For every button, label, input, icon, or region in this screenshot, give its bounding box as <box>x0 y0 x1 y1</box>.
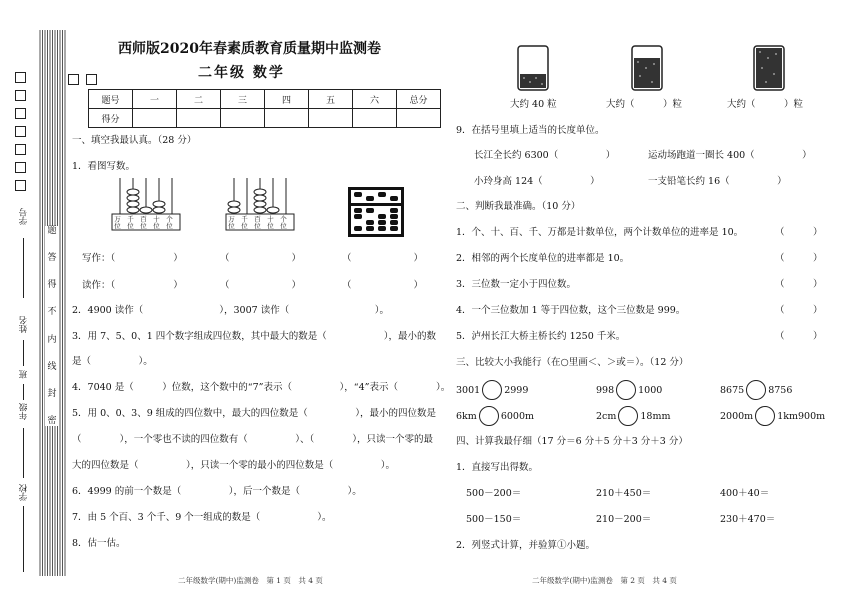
judge-4: 4．一个三位数加 1 等于四位数，这个三位数是 999。 <box>456 305 686 316</box>
score-cell[interactable] <box>177 109 221 128</box>
compare-right: 8756 <box>768 384 793 396</box>
seal-char: 内 <box>47 334 57 345</box>
jar-1-icon <box>516 44 550 92</box>
field-line <box>23 506 24 572</box>
question-5-line-2: （ ），一个零也不读的四位数有（ ）、（ ），只读一个零的最 <box>72 434 434 445</box>
compare-left: 6km <box>456 410 477 422</box>
question-9: 9．在括号里填上适当的长度单位。 <box>456 125 605 136</box>
place-sub: 位 <box>267 222 274 230</box>
question-8: 8．估一估。 <box>72 538 126 549</box>
compare-3 <box>720 380 792 400</box>
judge-1: 1．个、十、百、千、万都是计数单位，两个计数单位的进率是 10。 <box>456 227 744 238</box>
table-cell: 三 <box>221 90 265 109</box>
section-3-heading: 三、比较大小我能行（在○里画＜、＞或＝）。（12 分） <box>456 357 689 368</box>
read-label: 读作：（ ） <box>82 280 183 291</box>
place-label: 千 <box>127 215 134 223</box>
id-box[interactable] <box>15 72 26 83</box>
question-5-line-3: 大的四位数是（ ），只读一个零的最小的四位数是（ ）。 <box>72 460 396 471</box>
traditional-abacus-icon <box>347 186 405 238</box>
table-row <box>89 109 441 128</box>
abacus-2-labels <box>227 216 288 230</box>
calc-part-2: 2．列竖式计算，并验算①小题。 <box>456 540 596 551</box>
calc-item-4: 500－150＝ <box>466 514 522 525</box>
table-cell: 一 <box>133 90 177 109</box>
section-2-heading: 二、判断我最准确。（10 分） <box>456 201 581 212</box>
field-grade: 年级 <box>19 403 29 420</box>
compare-left: 2000m <box>720 410 754 422</box>
jar-3-icon <box>752 44 786 92</box>
table-cell: 五 <box>309 90 353 109</box>
compare-right: 1000 <box>638 384 663 396</box>
compare-left: 2cm <box>596 410 617 422</box>
q9-item-2: 运动场跑道一圈长 400（ ） <box>648 150 812 161</box>
compare-right: 6000m <box>500 410 534 422</box>
binding-strip <box>38 30 66 576</box>
compare-circle[interactable] <box>755 406 775 426</box>
compare-circle[interactable] <box>479 406 499 426</box>
calc-part-1: 1．直接写出得数。 <box>456 462 539 473</box>
question-6: 6．4999 的前一个数是（ ），后一个数是（ ）。 <box>72 486 362 497</box>
write-blank-3[interactable]: （ ） <box>342 253 424 264</box>
field-class: 班 <box>19 370 29 379</box>
question-1: 1．看图写数。 <box>72 161 136 172</box>
jar-2-icon <box>630 44 664 92</box>
page-footer-1: 二年级数学(期中)监测卷 第 1 页 共 4 页 <box>178 576 323 585</box>
score-cell[interactable] <box>221 109 265 128</box>
calc-item-5: 210－200＝ <box>596 514 652 525</box>
score-cell[interactable] <box>353 109 397 128</box>
table-cell: 总分 <box>397 90 441 109</box>
judge-2: 2．相邻的两个长度单位的进率都是 10。 <box>456 253 630 264</box>
compare-circle[interactable] <box>482 380 502 400</box>
write-blank-2[interactable]: （ ） <box>220 253 302 264</box>
seal-char: 得 <box>47 280 57 291</box>
place-label: 万 <box>228 215 235 223</box>
jar-2-label: 大约（ ）粒 <box>606 99 683 110</box>
compare-circle[interactable] <box>746 380 766 400</box>
score-table <box>88 89 441 128</box>
small-box <box>86 74 97 85</box>
judge-3-answer[interactable]: （ ） <box>775 279 823 290</box>
id-box[interactable] <box>15 180 26 191</box>
compare-4 <box>456 406 534 426</box>
judge-1-answer[interactable]: （ ） <box>775 227 823 238</box>
place-sub: 位 <box>228 222 235 230</box>
seal-text-column <box>45 226 59 426</box>
table-cell: 得分 <box>89 109 133 128</box>
place-label: 十 <box>267 215 274 223</box>
place-label: 十 <box>153 215 160 223</box>
question-4: 4．7040 是（ ）位数，这个数中的“7”表示（ ），“4”表示（ ）。 <box>72 382 451 393</box>
judge-5-answer[interactable]: （ ） <box>775 331 823 342</box>
compare-circle[interactable] <box>616 380 636 400</box>
seal-char: 线 <box>47 361 57 372</box>
question-3-line-2: 是（ ）。 <box>72 356 153 367</box>
field-school: 学校 <box>19 484 29 501</box>
seal-char: 不 <box>47 307 57 318</box>
field-line <box>23 384 24 400</box>
compare-1 <box>456 380 528 400</box>
field-line <box>23 340 24 366</box>
place-sub: 位 <box>280 222 287 230</box>
place-sub: 位 <box>140 222 147 230</box>
compare-right: 2999 <box>504 384 529 396</box>
question-3-line-1: 3．用 7、5、0、1 四个数字组成四位数，其中最大的数是（ ），最小的数 <box>72 331 437 342</box>
score-cell[interactable] <box>265 109 309 128</box>
place-sub: 位 <box>166 222 173 230</box>
question-7: 7．由 5 个百、3 个千、9 个一组成的数是（ ）。 <box>72 512 332 523</box>
place-sub: 位 <box>127 222 134 230</box>
table-row <box>89 90 441 109</box>
judge-3: 3．三位数一定小于四位数。 <box>456 279 577 290</box>
place-sub: 位 <box>254 222 261 230</box>
id-box[interactable] <box>15 162 26 173</box>
question-5-line-1: 5．用 0、0、3、9 组成的四位数中，最大的四位数是（ ），最小的四位数是 <box>72 408 437 419</box>
id-box[interactable] <box>15 90 26 101</box>
place-label: 千 <box>241 215 248 223</box>
judge-4-answer[interactable]: （ ） <box>775 305 823 316</box>
id-box[interactable] <box>15 126 26 137</box>
calc-item-6: 230＋470＝ <box>720 514 776 525</box>
calc-item-3: 400＋40＝ <box>720 488 770 499</box>
judge-5: 5．泸州长江大桥主桥长约 1250 千米。 <box>456 331 626 342</box>
compare-circle[interactable] <box>618 406 638 426</box>
section-4-heading: 四、计算我最仔细（17 分＝6 分＋5 分＋3 分＋3 分） <box>456 436 688 447</box>
compare-right: 18mm <box>640 410 671 422</box>
small-box <box>68 74 79 85</box>
section-1-heading: 一、填空我最认真。（28 分） <box>72 135 197 146</box>
q9-item-3: 小玲身高 124（ ） <box>474 176 600 187</box>
page-footer-2: 二年级数学(期中)监测卷 第 2 页 共 4 页 <box>532 576 677 585</box>
seal-char: 题 <box>47 226 57 236</box>
field-name: 姓名 <box>19 316 29 333</box>
read-blank-2[interactable]: （ ） <box>220 280 302 291</box>
question-2: 2．4900 读作（ ），3007 读作（ ）。 <box>72 305 389 316</box>
write-label: 写作：（ ） <box>82 253 183 264</box>
place-sub: 位 <box>114 222 121 230</box>
place-label: 万 <box>114 215 121 223</box>
table-cell: 题号 <box>89 90 133 109</box>
compare-left: 3001 <box>456 384 481 396</box>
score-cell[interactable] <box>133 109 177 128</box>
calc-item-1: 500－200＝ <box>466 488 522 499</box>
q9-item-4: 一支铅笔长约 16（ ） <box>648 176 787 187</box>
score-cell[interactable] <box>397 109 441 128</box>
judge-2-answer[interactable]: （ ） <box>775 253 823 264</box>
exam-title: 西师版2020年春素质教育质量期中监测卷 <box>118 41 381 57</box>
score-cell[interactable] <box>309 109 353 128</box>
place-label: 个 <box>166 215 173 223</box>
place-label: 百 <box>140 215 147 223</box>
place-label: 百 <box>254 215 261 223</box>
place-sub: 位 <box>241 222 248 230</box>
compare-left: 8675 <box>720 384 745 396</box>
id-box[interactable] <box>15 108 26 119</box>
q9-item-1: 长江全长约 6300（ ） <box>474 150 616 161</box>
place-sub: 位 <box>153 222 160 230</box>
compare-5 <box>596 406 670 426</box>
table-cell: 二 <box>177 90 221 109</box>
jar-3-label: 大约（ ）粒 <box>727 99 804 110</box>
jar-1-label: 大约 40 粒 <box>510 99 557 110</box>
id-box[interactable] <box>15 144 26 155</box>
seal-char: 答 <box>47 253 57 264</box>
seal-char: 密 <box>47 415 57 426</box>
compare-right: 1km900m <box>777 410 826 422</box>
compare-6 <box>720 406 825 426</box>
compare-left: 998 <box>596 384 615 396</box>
field-line <box>23 428 24 478</box>
seal-char: 封 <box>47 388 57 399</box>
abacus-1-labels <box>113 216 174 230</box>
compare-2 <box>596 380 662 400</box>
exam-subtitle: 二年级 数学 <box>198 65 285 81</box>
place-label: 个 <box>280 215 287 223</box>
field-student-id: 学号 <box>19 208 29 225</box>
calc-item-2: 210＋450＝ <box>596 488 652 499</box>
student-id-boxes <box>15 72 26 191</box>
read-blank-3[interactable]: （ ） <box>342 280 424 291</box>
field-line <box>23 238 24 298</box>
table-cell: 四 <box>265 90 309 109</box>
table-cell: 六 <box>353 90 397 109</box>
